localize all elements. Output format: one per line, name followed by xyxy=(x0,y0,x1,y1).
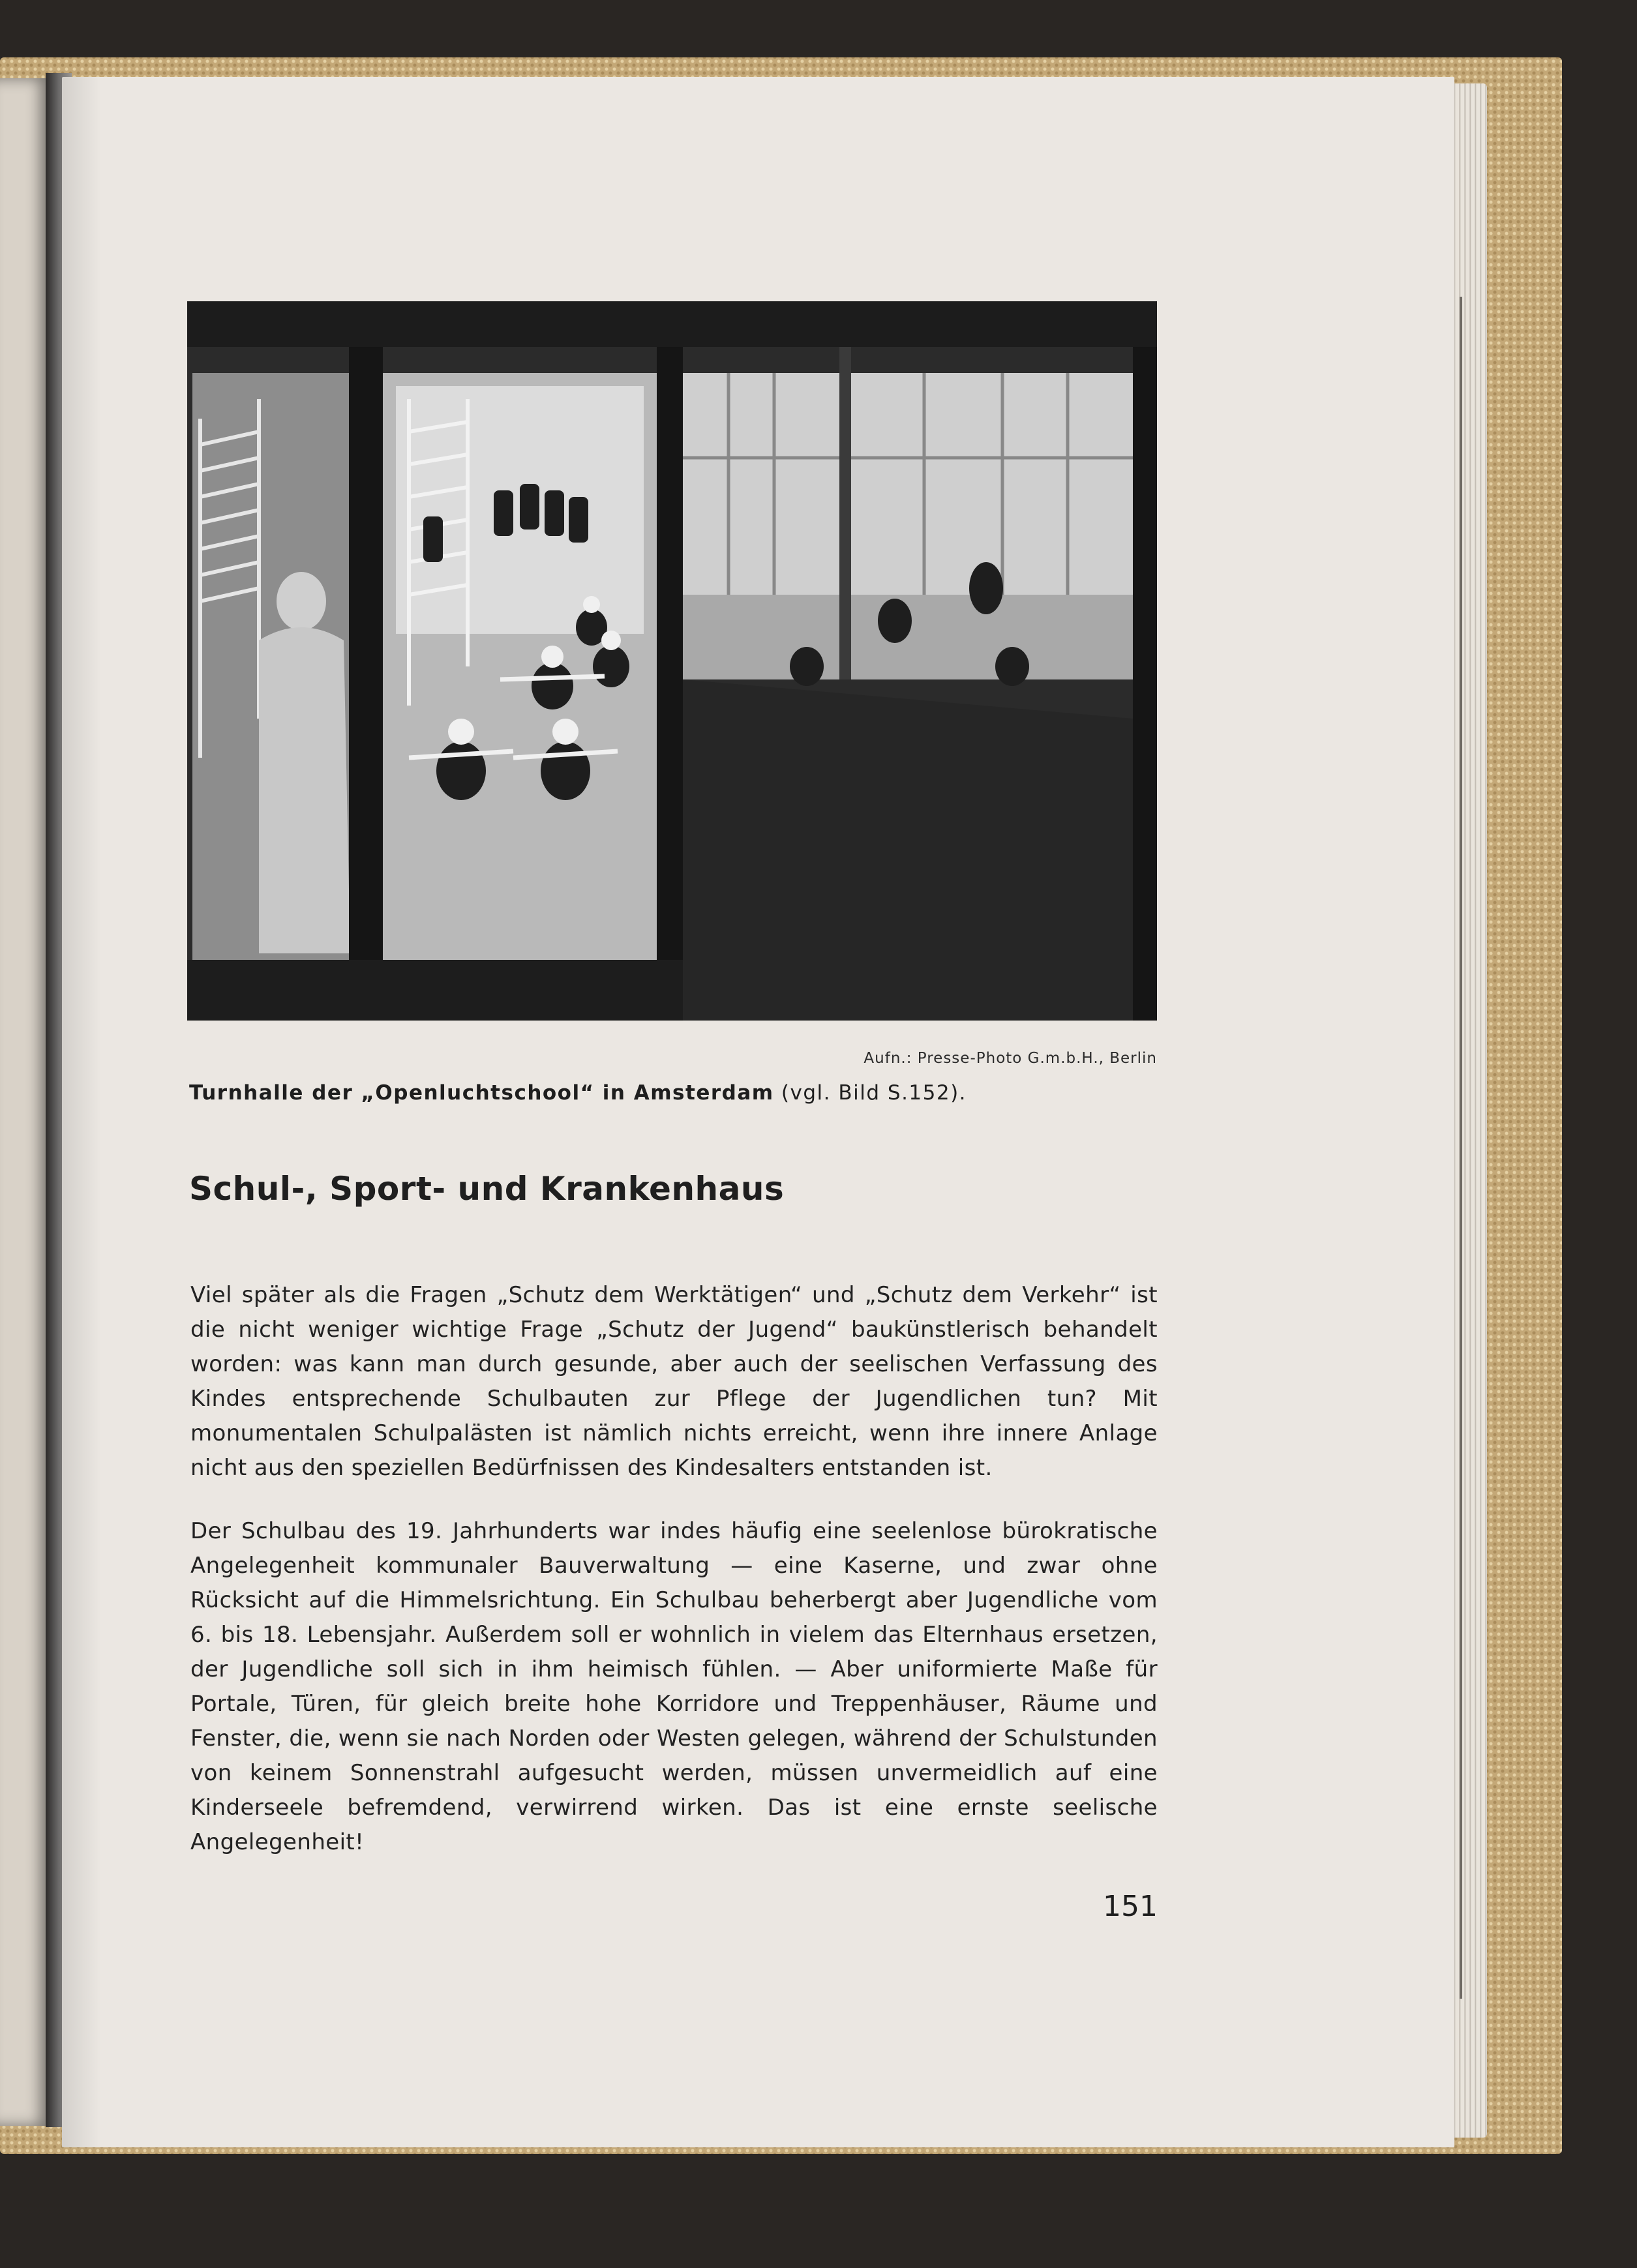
gymnasium-photo xyxy=(187,301,1157,1021)
left-page-edge xyxy=(0,78,52,2126)
paragraph-text: Viel später als die Fragen „Schutz dem Werktätigen“ und „Schutz dem Verkehr“ ist die nicht weniger wichtige Frage „Schutz der Jugend“ baukünstlerisch behandelt worden: was kann man durch gesunde, aber auch der seelischen Verfassung des Kindes entsprechende Schulbauten zur Pflege der Jugendlichen tun? Mit monumentalen Schulpalästen ist nämlich nichts erreicht, wenn ihre innere Anlage nicht aus den speziellen Bedürfnissen des Kindesalters entstanden ist. xyxy=(190,1282,1158,1481)
photo-credit: Aufn.: Presse-Photo G.m.b.H., Berlin xyxy=(864,1050,1157,1067)
page-number: 151 xyxy=(1103,1890,1158,1923)
caption-title: Turnhalle der „Openluchtschool“ in Amsterdam xyxy=(189,1081,774,1105)
page-edge-line xyxy=(1460,297,1462,1999)
body-paragraph xyxy=(190,1514,1158,1855)
paragraph-text: Der Schulbau des 19. Jahrhunderts war indes häufig eine seelenlose bürokratische Angelegenheit kommunaler Bauverwaltung — eine Kaserne, und zwar ohne Rücksicht auf die Himmelsrichtung. Ein Schulbau beherbergt aber Jugendliche vom 6. bis 18. Lebensjahr. Außerdem soll er wohnlich in vielem das Elternhaus ersetzen, der Jugendliche soll sich in ihm heimisch fühlen. — Aber uniformierte Maße für Portale, Türen, für gleich breite hohe Korridore und Treppenhäuser, Räume und Fenster, die, wenn sie nach Norden oder Westen gelegen, während der Schulstunden von keinem Sonnenstrahl aufgesucht werden, müssen unvermeidlich auf eine Kinderseele befremdend, verwirrend wirken. Das ist eine ernste seelische Angelegenheit! xyxy=(190,1518,1158,1855)
caption-reference: (vgl. Bild S.152). xyxy=(781,1081,967,1105)
section-heading: Schul-, Sport- und Krankenhaus xyxy=(189,1170,785,1208)
body-paragraph xyxy=(190,1278,1158,1500)
photo-caption xyxy=(189,1081,1167,1114)
